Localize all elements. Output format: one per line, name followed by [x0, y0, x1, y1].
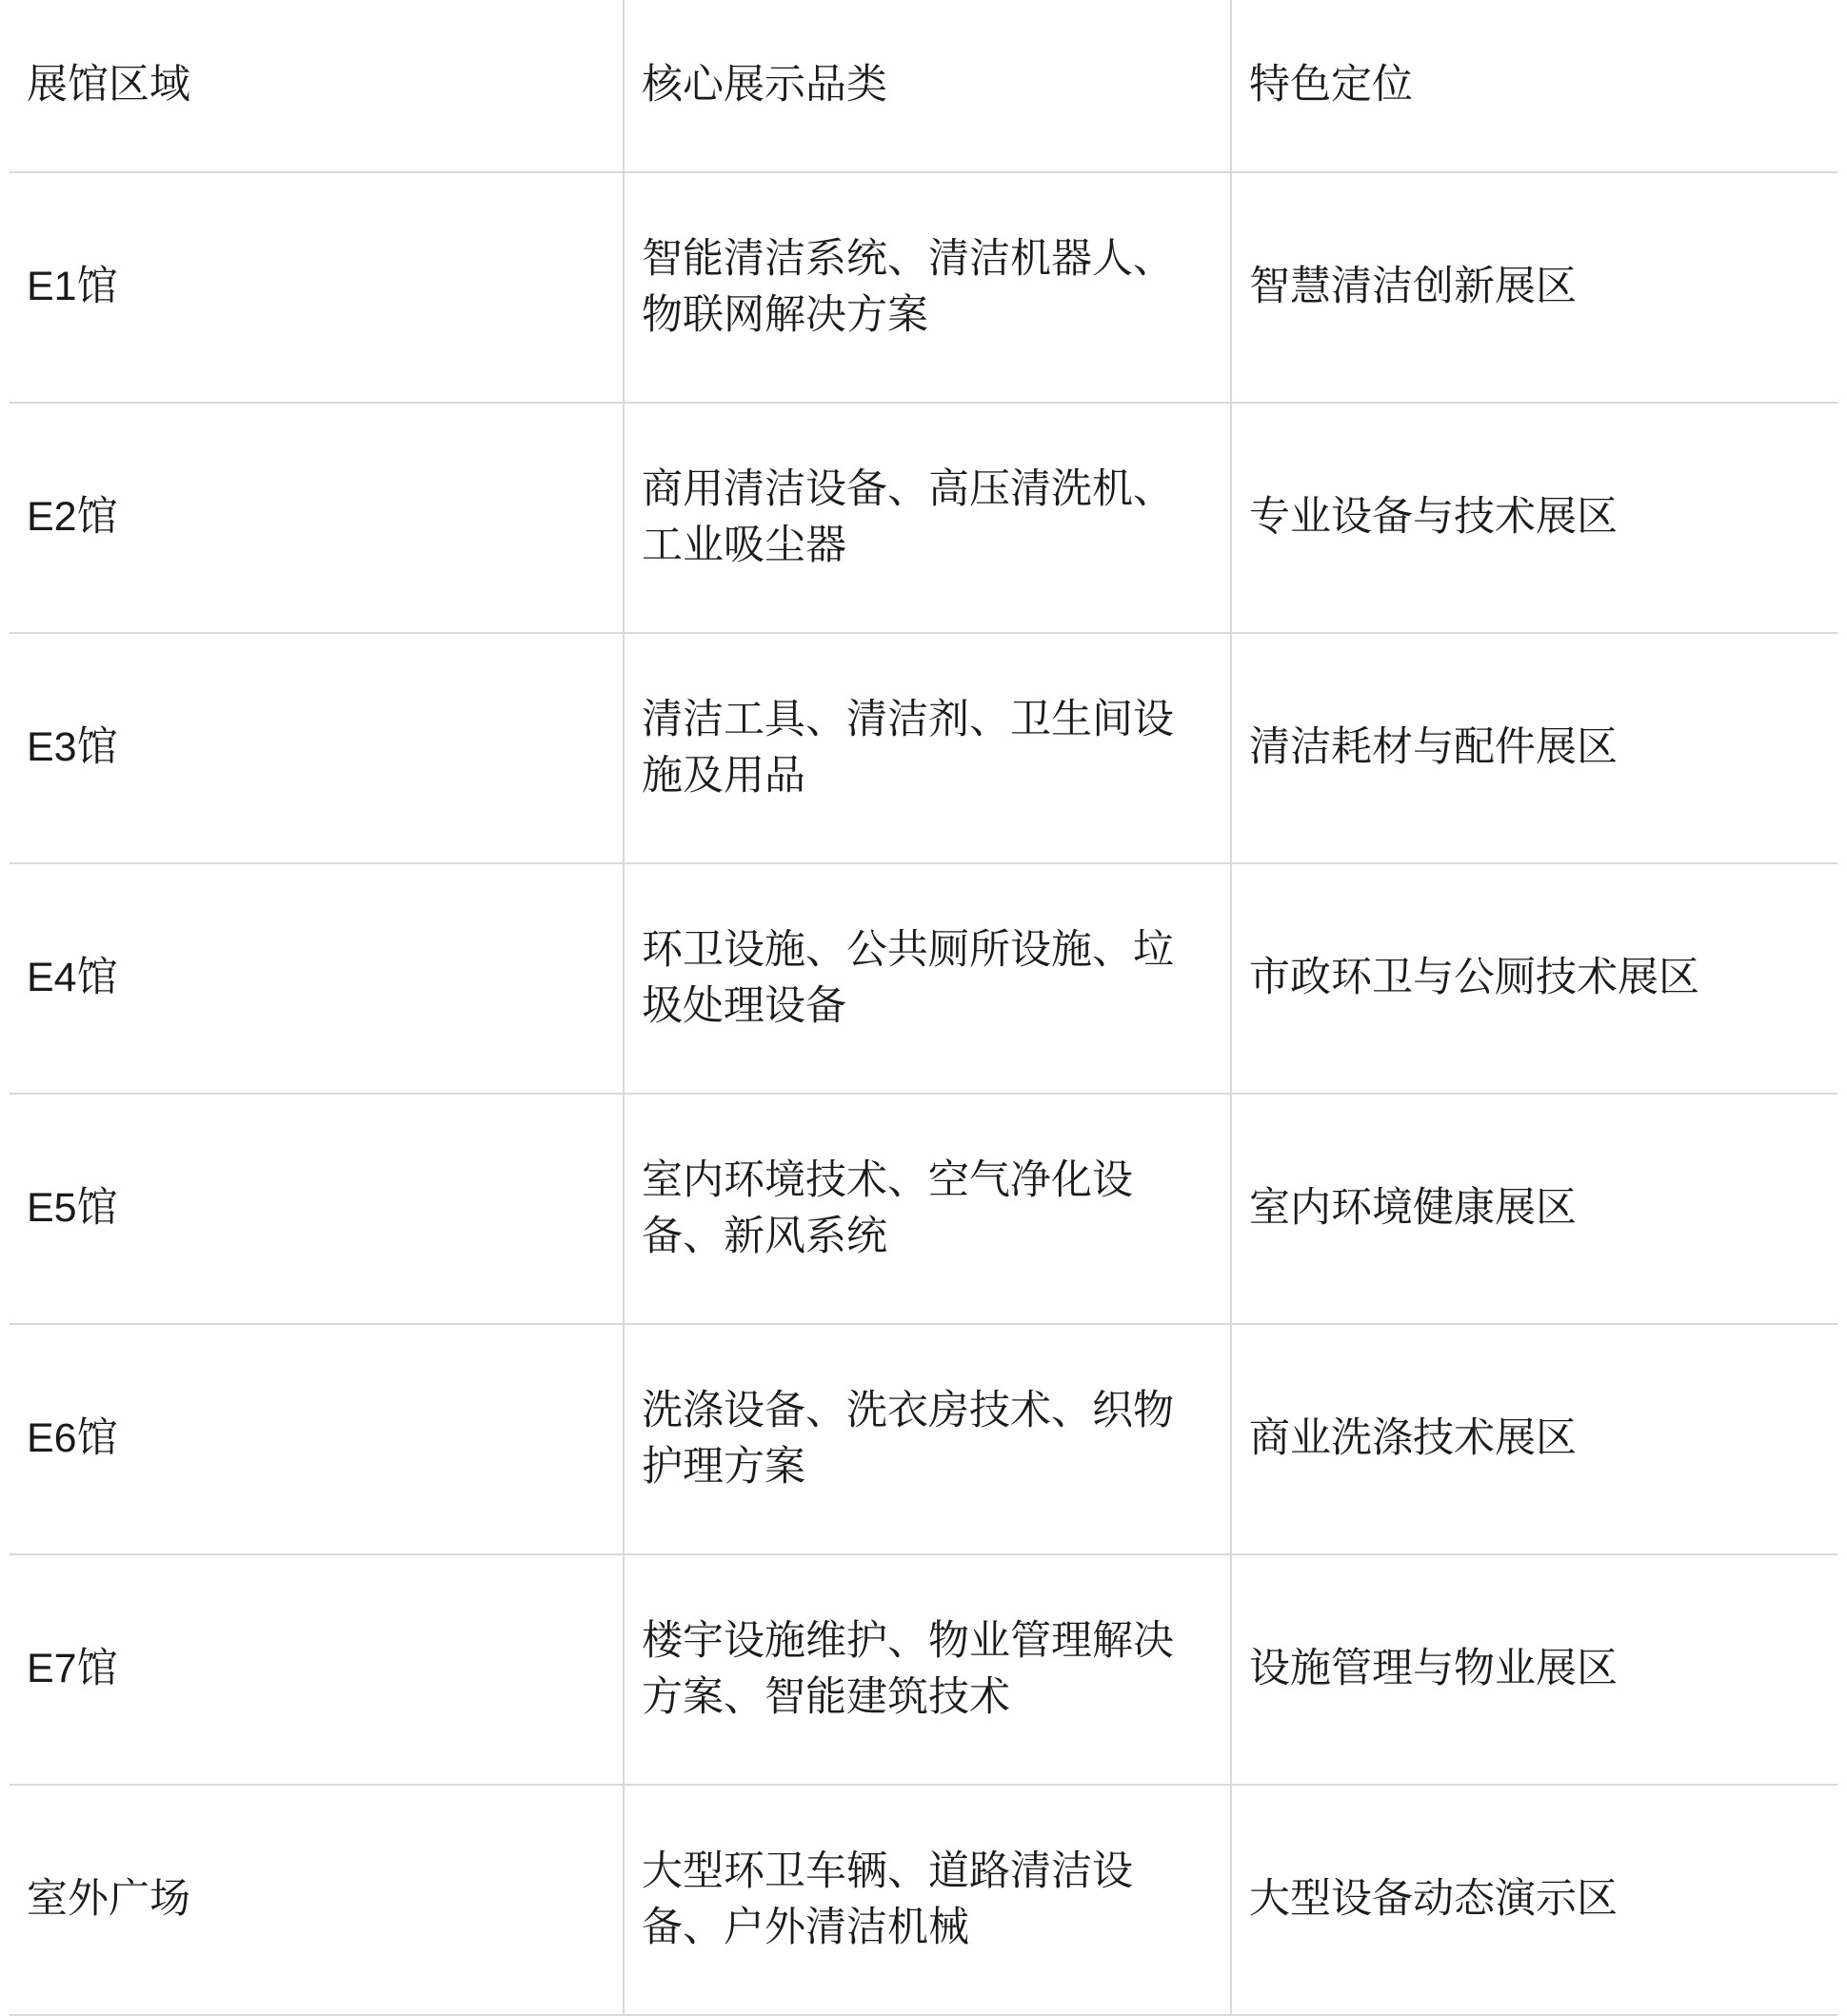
- cell-category: 智能清洁系统、清洁机器人、物联网解决方案: [624, 172, 1231, 403]
- cell-position: 清洁耗材与配件展区: [1231, 633, 1837, 863]
- table-row: [10, 403, 1837, 633]
- cell-category: 室内环境技术、空气净化设备、新风系统: [624, 1094, 1231, 1324]
- column-header-category: 核心展示品类: [624, 0, 1231, 172]
- table-row: [10, 863, 1837, 1094]
- table-header: [10, 0, 1837, 172]
- cell-area: E5馆: [10, 1094, 624, 1324]
- cell-area: E3馆: [10, 633, 624, 863]
- cell-position: 智慧清洁创新展区: [1231, 172, 1837, 403]
- cell-area: E7馆: [10, 1554, 624, 1785]
- cell-category: 商用清洁设备、高压清洗机、工业吸尘器: [624, 403, 1231, 633]
- cell-position: 专业设备与技术展区: [1231, 403, 1837, 633]
- cell-area: E2馆: [10, 403, 624, 633]
- table-row: [10, 1324, 1837, 1554]
- cell-position: 室内环境健康展区: [1231, 1094, 1837, 1324]
- table-row: [10, 1094, 1837, 1324]
- cell-area: E4馆: [10, 863, 624, 1094]
- cell-position: 商业洗涤技术展区: [1231, 1324, 1837, 1554]
- cell-category: 洗涤设备、洗衣房技术、织物护理方案: [624, 1324, 1231, 1554]
- exhibition-area-table: [10, 0, 1837, 2016]
- cell-category: 清洁工具、清洁剂、卫生间设施及用品: [624, 633, 1231, 863]
- cell-position: 大型设备动态演示区: [1231, 1785, 1837, 2015]
- table-row: [10, 172, 1837, 403]
- table-row: [10, 1554, 1837, 1785]
- table-row: [10, 1785, 1837, 2015]
- cell-category: 环卫设施、公共厕所设施、垃圾处理设备: [624, 863, 1231, 1094]
- cell-category: 楼宇设施维护、物业管理解决方案、智能建筑技术: [624, 1554, 1231, 1785]
- cell-area: 室外广场: [10, 1785, 624, 2015]
- table-row: [10, 633, 1837, 863]
- cell-position: 市政环卫与公厕技术展区: [1231, 863, 1837, 1094]
- cell-area: E6馆: [10, 1324, 624, 1554]
- column-header-area: 展馆区域: [10, 0, 624, 172]
- table-header-row: [10, 0, 1837, 172]
- table-body: [10, 172, 1837, 2015]
- cell-area: E1馆: [10, 172, 624, 403]
- cell-position: 设施管理与物业展区: [1231, 1554, 1837, 1785]
- column-header-position: 特色定位: [1231, 0, 1837, 172]
- cell-category: 大型环卫车辆、道路清洁设备、户外清洁机械: [624, 1785, 1231, 2015]
